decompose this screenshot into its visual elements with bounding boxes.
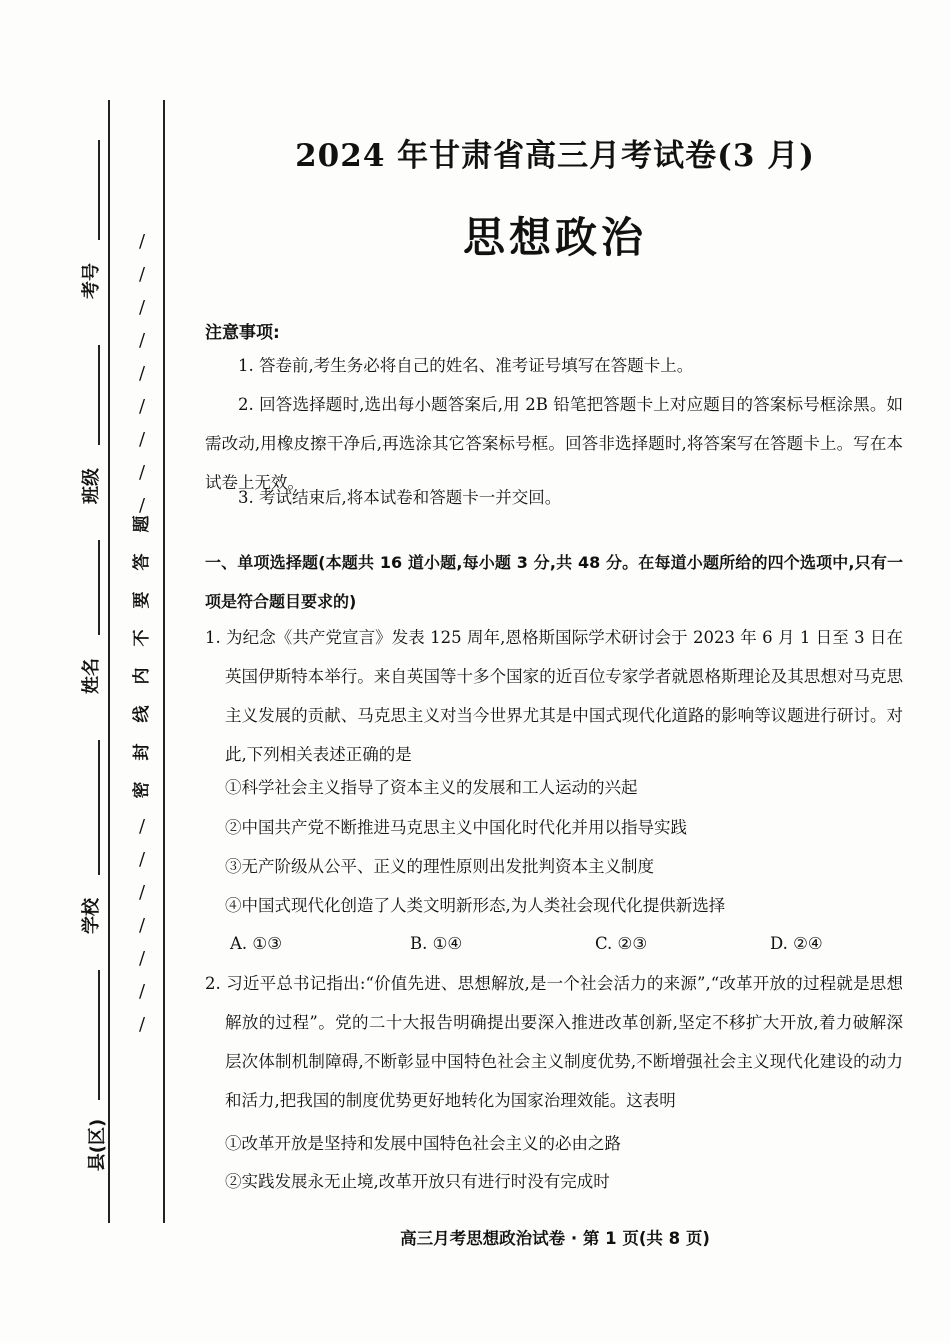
seal-char: 要: [132, 591, 152, 609]
notice-heading: 注意事项:: [205, 323, 280, 343]
field-school: [70, 885, 110, 945]
seal-char: 答: [132, 553, 152, 571]
option-b[interactable]: B. ①④: [410, 934, 463, 953]
option-c[interactable]: C. ②③: [595, 934, 648, 953]
question-1-statement-3: ③无产阶级从公平、正义的理性原则出发批判资本主义制度: [225, 857, 654, 876]
field-county-label: 县(区): [87, 1118, 109, 1172]
field-school-blank[interactable]: [70, 740, 110, 875]
field-county: [70, 1110, 110, 1180]
field-name: [70, 645, 110, 705]
seal-text: [128, 505, 156, 809]
seal-char: 密: [132, 781, 152, 799]
notice-item-1: 1. 答卷前,考生务必将自己的姓名、准考证号填写在答题卡上。: [238, 356, 694, 375]
field-exam-number-label: 考号: [81, 263, 102, 299]
seal-char: 线: [132, 705, 152, 723]
field-name-label: 姓名: [81, 658, 102, 694]
exam-title: 2024 年甘肃省高三月考试卷(3 月): [295, 138, 815, 174]
seal-slashes-bottom: / / / / / / /: [138, 816, 146, 1035]
question-1-statement-1: ①科学社会主义指导了资本主义的发展和工人运动的兴起: [225, 778, 638, 797]
field-class: [70, 455, 110, 515]
seal-char: 内: [132, 667, 152, 685]
seal-char: 不: [132, 629, 152, 647]
question-1-statement-2: ②中国共产党不断推进马克思主义中国化时代化并用以指导实践: [225, 818, 687, 837]
notice-item-3: 3. 考试结束后,将本试卷和答题卡一并交回。: [238, 488, 562, 507]
question-1-stem: 1. 为纪念《共产党宣言》发表 125 周年,恩格斯国际学术研讨会于 2023 年 6 月 1 日至 3 日在英国伊斯特本举行。来自英国等十多个国家的近百位专家学者就恩格斯理论及其思想对马克思主义发展的贡献、马克思主义对当今世界尤其是中国式现代化道路的影响等议题进行研讨。对此,下列相关表述正确的是: [205, 628, 903, 764]
field-county-blank[interactable]: [70, 970, 110, 1100]
field-class-blank[interactable]: [70, 345, 110, 445]
section-heading: 一、单项选择题(本题共 16 道小题,每小题 3 分,共 48 分。在每道小题所给的四个选项中,只有一项是符合题目要求的): [205, 553, 903, 611]
field-exam-number-blank[interactable]: [70, 140, 110, 240]
question-2-statement-2: ②实践发展永无止境,改革开放只有进行时没有完成时: [225, 1172, 610, 1191]
page-footer: 高三月考思想政治试卷 · 第 1 页(共 8 页): [400, 1229, 710, 1248]
seal-char: 封: [132, 743, 152, 761]
question-1-options: [230, 924, 905, 964]
seal-slashes-top: / / / / / / / / /: [138, 231, 146, 516]
field-school-label: 学校: [81, 898, 102, 934]
exam-subject: 思想政治: [462, 213, 647, 262]
notice-item-2: 2. 回答选择题时,选出每小题答案后,用 2B 铅笔把答题卡上对应题目的答案标号框涂黑。如需改动,用橡皮擦干净后,再选涂其它答案标号框。回答非选择题时,将答案写在答题卡上。写在本试卷上无效。: [205, 395, 903, 492]
question-1-statement-4: ④中国式现代化创造了人类文明新形态,为人类社会现代化提供新选择: [225, 896, 726, 915]
option-d[interactable]: D. ②④: [770, 934, 823, 953]
binding-line-inner: [163, 100, 165, 1223]
field-class-label: 班级: [81, 468, 102, 504]
question-2-stem: 2. 习近平总书记指出:“价值先进、思想解放,是一个社会活力的来源”,“改革开放的过程就是思想解放的过程”。党的二十大报告明确提出要深入推进改革创新,坚定不移扩大开放,着力破解深层次体制机制障碍,不断彰显中国特色社会主义制度优势,不断增强社会主义现代化建设的动力和活力,把我国的制度优势更好地转化为国家治理效能。这表明: [205, 974, 903, 1110]
field-name-blank[interactable]: [70, 540, 110, 635]
seal-char: 题: [132, 515, 152, 533]
question-2-statement-1: ①改革开放是坚持和发展中国特色社会主义的必由之路: [225, 1134, 621, 1153]
option-a[interactable]: A. ①③: [230, 934, 282, 953]
field-exam-number: [70, 250, 110, 310]
